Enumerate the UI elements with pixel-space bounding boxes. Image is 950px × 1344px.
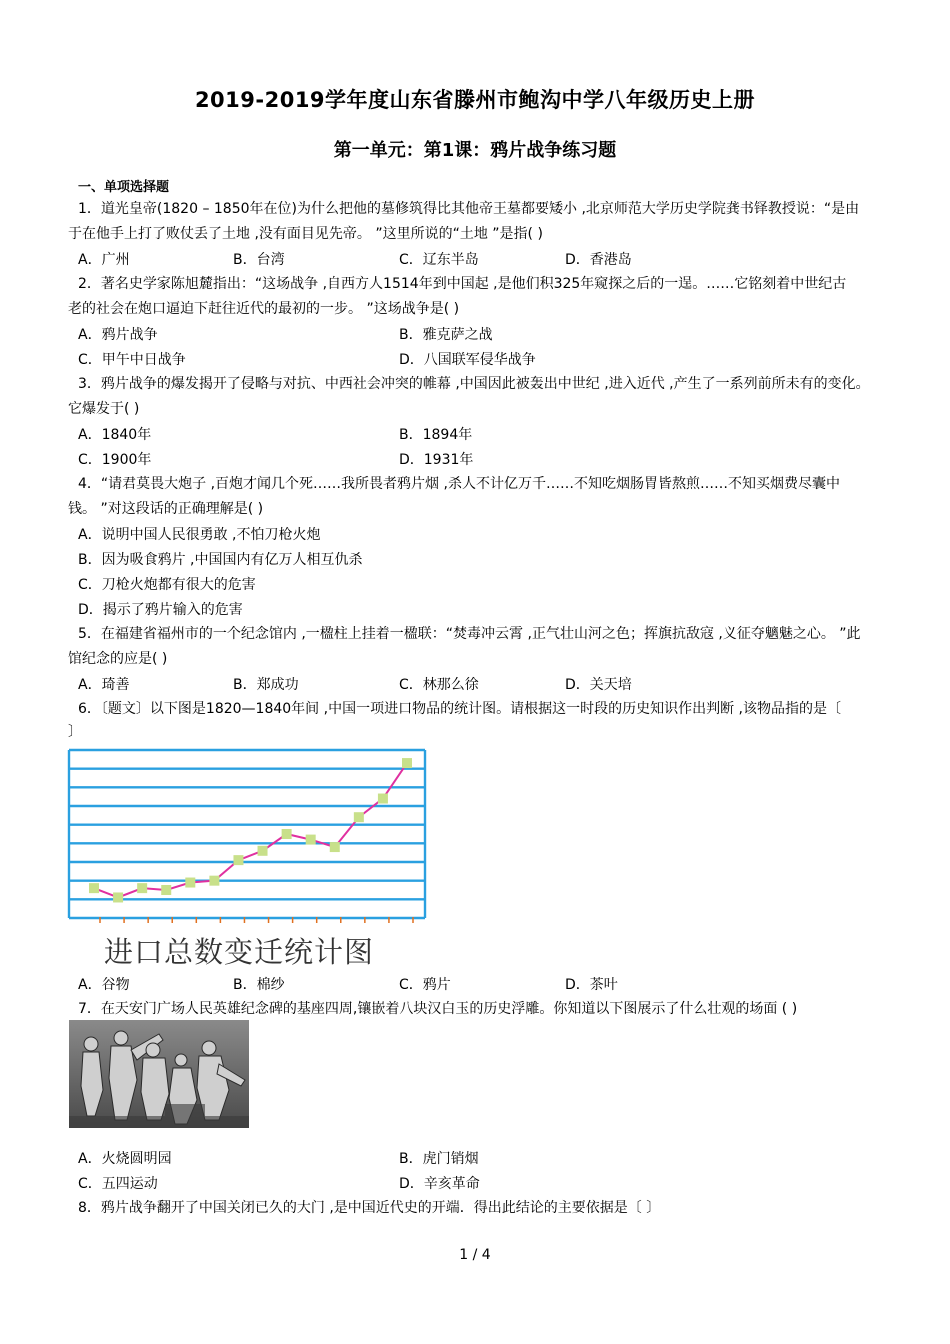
question-1-option-d: D．香港岛 [565, 252, 632, 268]
page-title: 2019-2019学年度山东省滕州市鲍沟中学八年级历史上册 [194, 88, 756, 112]
question-3-option-b: B．1894年 [399, 427, 473, 443]
chart-point [330, 842, 340, 852]
chart-point [89, 883, 99, 893]
question-6-option-b: B．棉纱 [233, 977, 285, 993]
question-7-option-d: D．辛亥革命 [399, 1176, 480, 1192]
question-2-option-c: C．甲午中日战争 [78, 352, 186, 368]
question-5-line-1: 5．在福建省福州市的一个纪念馆内 ,一楹柱上挂着一楹联：“焚毒冲云霄 ,正气壮山河之色；挥旗抗敌寇 ,义征夺魑魅之心。 ”此 [78, 626, 861, 642]
chart-point [233, 855, 243, 865]
question-4-option-a: A．说明中国人民很勇敢 ,不怕刀枪火炮 [78, 527, 321, 543]
question-2-option-a: A．鸦片战争 [78, 327, 158, 343]
question-3-option-a: A．1840年 [78, 427, 152, 443]
question-3-option-c: C．1900年 [78, 452, 152, 468]
question-1-option-c: C．辽东半岛 [399, 252, 479, 268]
question-6-option-a: A．谷物 [78, 977, 130, 993]
chart-title: 进口总数变迁统计图 [104, 935, 375, 969]
question-2-option-b: B．雅克萨之战 [399, 327, 493, 343]
chart-point [402, 758, 412, 768]
chart-point [137, 883, 147, 893]
chart-point [258, 846, 268, 856]
question-5-line-2: 馆纪念的应是( ) [68, 651, 168, 667]
question-7-option-a: A．火烧圆明园 [78, 1151, 172, 1167]
chart-point [161, 885, 171, 895]
question-1-option-a: A．广州 [78, 252, 130, 268]
question-6-option-c: C．鸦片 [399, 977, 451, 993]
section-heading: 一、单项选择题 [78, 180, 170, 195]
question-7-line-1: 7．在天安门广场人民英雄纪念碑的基座四周,镶嵌着八块汉白玉的历史浮雕。你知道以下图展示了什么壮观的场面 ( ) [78, 1001, 798, 1017]
chart-point [209, 876, 219, 886]
import-line-chart [66, 744, 428, 924]
question-3-option-d: D．1931年 [399, 452, 474, 468]
chart-series-line [94, 763, 407, 897]
question-5-option-a: A．琦善 [78, 677, 130, 693]
chart-point [185, 878, 195, 888]
question-4-option-d: D．揭示了鸦片输入的危害 [78, 602, 243, 618]
chart-point [354, 812, 364, 822]
question-6-line-1: 6．〔题文〕以下图是1820—1840年间 ,中国一项进口物品的统计图。请根据这一时段的历史知识作出判断 ,该物品指的是〔 [78, 701, 841, 717]
question-4-line-1: 4．“请君莫畏大炮子 ,百炮才闻几个死……我所畏者鸦片烟 ,杀人不计亿万千……不知吃烟肠胃皆熬煎……不知买烟费尽囊中 [78, 476, 840, 492]
question-6-line-2: 〕 [68, 724, 82, 740]
relief-sculpture-image [69, 1020, 249, 1128]
question-1-line-2: 于在他手上打了败仗丢了土地 ,没有面目见先帝。 ”这里所说的“土地 ”是指( ) [68, 226, 543, 242]
question-5-option-c: C．林那么徐 [399, 677, 479, 693]
page-number: 1 / 4 [459, 1247, 491, 1263]
question-3-line-2: 它爆发于( ) [68, 401, 140, 417]
question-5-option-b: B．郑成功 [233, 677, 299, 693]
question-7-option-c: C．五四运动 [78, 1176, 158, 1192]
question-7-option-b: B．虎门销烟 [399, 1151, 479, 1167]
question-6-option-d: D．茶叶 [565, 977, 618, 993]
question-4-option-b: B．因为吸食鸦片 ,中国国内有亿万人相互仇杀 [78, 552, 363, 568]
question-2-line-2: 老的社会在炮口逼迫下赶往近代的最初的一步。 ”这场战争是( ) [68, 301, 460, 317]
question-8-line-1: 8．鸦片战争翻开了中国关闭已久的大门 ,是中国近代史的开端．得出此结论的主要依据是〔 〕 [78, 1200, 661, 1216]
question-4-option-c: C．刀枪火炮都有很大的危害 [78, 577, 256, 593]
question-1-line-1: 1．道光皇帝(1820 – 1850年在位)为什么把他的墓修筑得比其他帝王墓都要矮小 ,北京师范大学历史学院龚书铎教授说：“是由 [78, 201, 860, 217]
chart-point [378, 794, 388, 804]
question-2-option-d: D．八国联军侵华战争 [399, 352, 536, 368]
question-5-option-d: D．关天培 [565, 677, 632, 693]
chart-point [282, 829, 292, 839]
chart-point [306, 835, 316, 845]
question-2-line-1: 2．著名史学家陈旭麓指出：“这场战争 ,自西方人1514年到中国起 ,是他们积325年窥探之后的一逞。……它铭刻着中世纪古 [78, 276, 847, 292]
question-4-line-2: 钱。 ”对这段话的正确理解是( ) [68, 501, 264, 517]
question-3-line-1: 3．鸦片战争的爆发揭开了侵略与对抗、中西社会冲突的帷幕 ,中国因此被轰出中世纪 ,进入近代 ,产生了一系列前所未有的变化。 [78, 376, 870, 392]
question-1-option-b: B．台湾 [233, 252, 285, 268]
page-subtitle: 第一单元：第1课：鸦片战争练习题 [333, 140, 617, 161]
chart-point [113, 892, 123, 902]
